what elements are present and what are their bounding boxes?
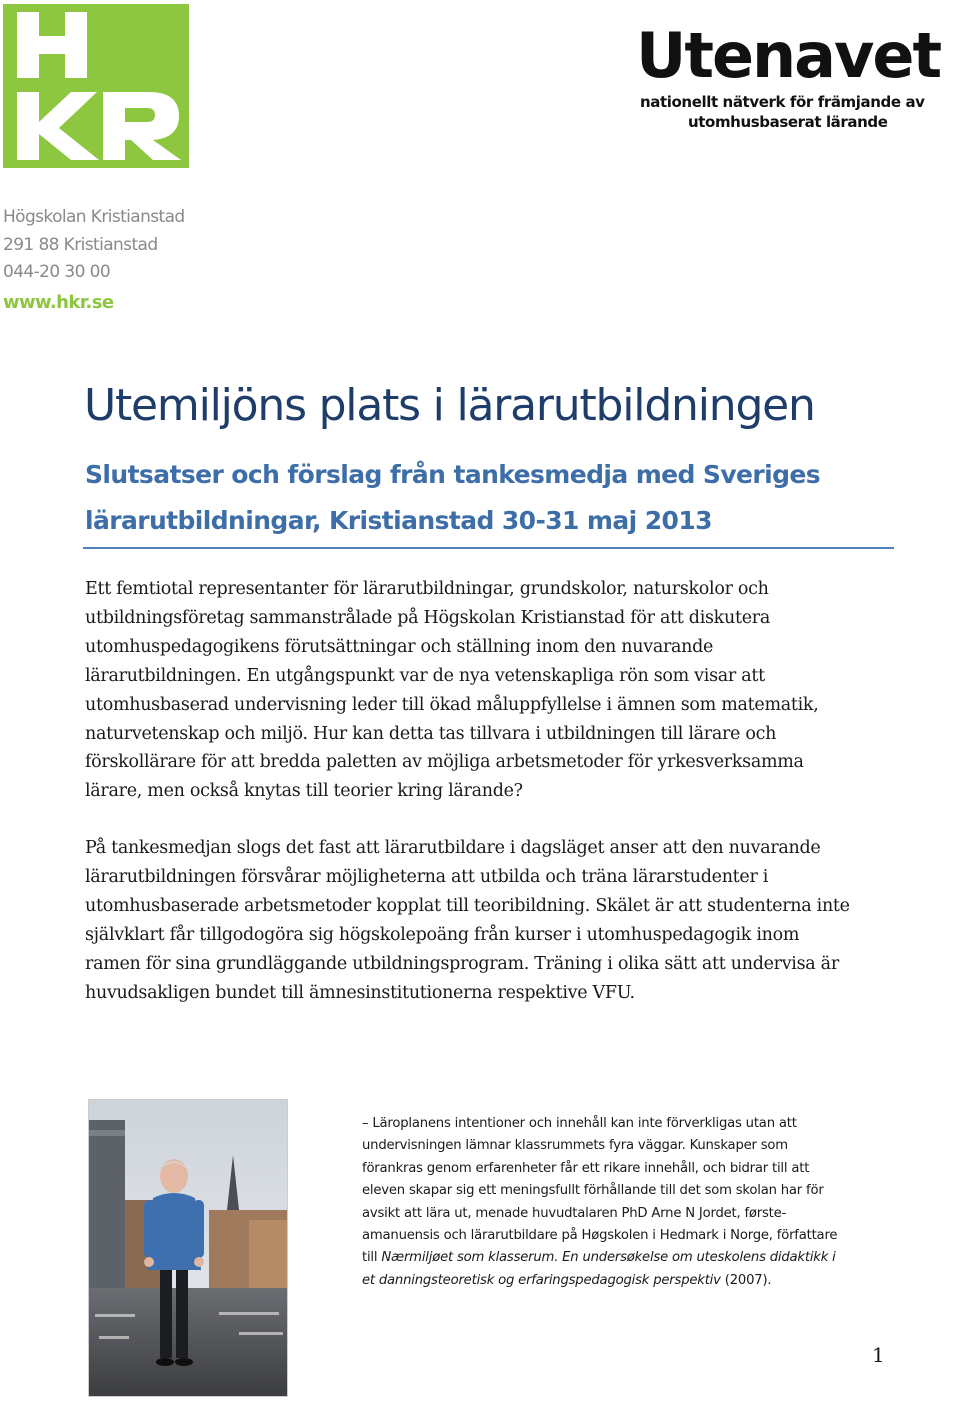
hkr-logo (3, 4, 189, 168)
utenavet-wordmark: Utenavet (636, 19, 941, 92)
address-line-phone: 044-20 30 00 (3, 262, 111, 282)
utenavet-tagline-1: nationellt nätverk för främjande av (640, 93, 925, 111)
hkr-address-block (3, 204, 185, 316)
utenavet-tagline-2: utomhusbaserat lärande (688, 113, 888, 131)
document-title: Utemiljöns plats i lärarutbildningen (84, 380, 815, 431)
body-paragraph-2: På tankesmedjan slogs det fast att lärarutbildare i dagsläget anser att den nuvarande lärarutbildningen försvårar möjligheterna att utbilda och träna lärarstudenter i utomhusbaserade arbetsmetoder kopplat till teoribildning. Skälet är att studenterna inte självklart får tillgodogöra sig högskolepoäng från kurser i utomhuspedagogik inom ramen för sina grundläggande utbildningsprogram. Träning i olika sätt att undervisa är huvudsakligen bundet till ämnesinstitutionerna respektive VFU. (85, 838, 850, 1003)
hkr-logo-mark (3, 4, 189, 168)
body-paragraph-1: Ett femtiotal representanter för lärarutbildningar, grundskolor, naturskolor och utbildningsföretag sammanstrålade på Högskolan Kristianstad för att diskutera utomhuspedagogikens förutsättningar och ställning inom den nuvarande lärarutbildningen. En utgångspunkt var de nya vetenskapliga rön som visar att utomhusbaserad undervisning leder till ökad måluppfyllelse i ämnen som matematik, naturvetenskap och miljö. Hur kan detta tas tillvara i utbildningen till lärare och förskollärare för att bredda paletten av möjliga arbetsmetoder för yrkesverksamma lärare, men också knytas till teorier kring lärande? (85, 579, 819, 802)
address-line-institution: Högskolan Kristianstad (3, 207, 185, 227)
quote-year: (2007). (720, 1272, 772, 1288)
speaker-photo-illustration (89, 1100, 287, 1396)
website-link[interactable]: www.hkr.se (3, 291, 114, 313)
quote-text: – Läroplanens intentioner och innehåll kan inte förverkligas utan att undervisningen lämnar klassrummets fyra väggar. Kunskaper som förankras genom erfarenheter får ett rikare innehåll, och bidrar till att eleven skapar sig ett meningsfullt förhållande till det som skolan har för avsikt att lära ut, menade huvudtalaren PhD Arne N Jordet, førsteamanuensis och lärarutbildare på Høgskolen i Hedmark i Norge, författare till (362, 1116, 838, 1266)
quote-book-title: Nærmiljøet som klasserum. En undersøkelse om uteskolens didaktikk i et danningsteoretisk og erfaringspedagogisk perspektiv (362, 1250, 836, 1288)
speaker-quote (362, 1113, 842, 1292)
utenavet-logo (636, 19, 958, 132)
page-number: 1 (872, 1343, 885, 1367)
document-subtitle: Slutsatser och förslag från tankesmedja med Sveriges lärarutbildningar, Kristianstad 30-31 maj 2013 (85, 460, 821, 535)
title-divider (83, 547, 894, 549)
speaker-photo (88, 1099, 288, 1397)
address-line-postal: 291 88 Kristianstad (3, 234, 158, 255)
